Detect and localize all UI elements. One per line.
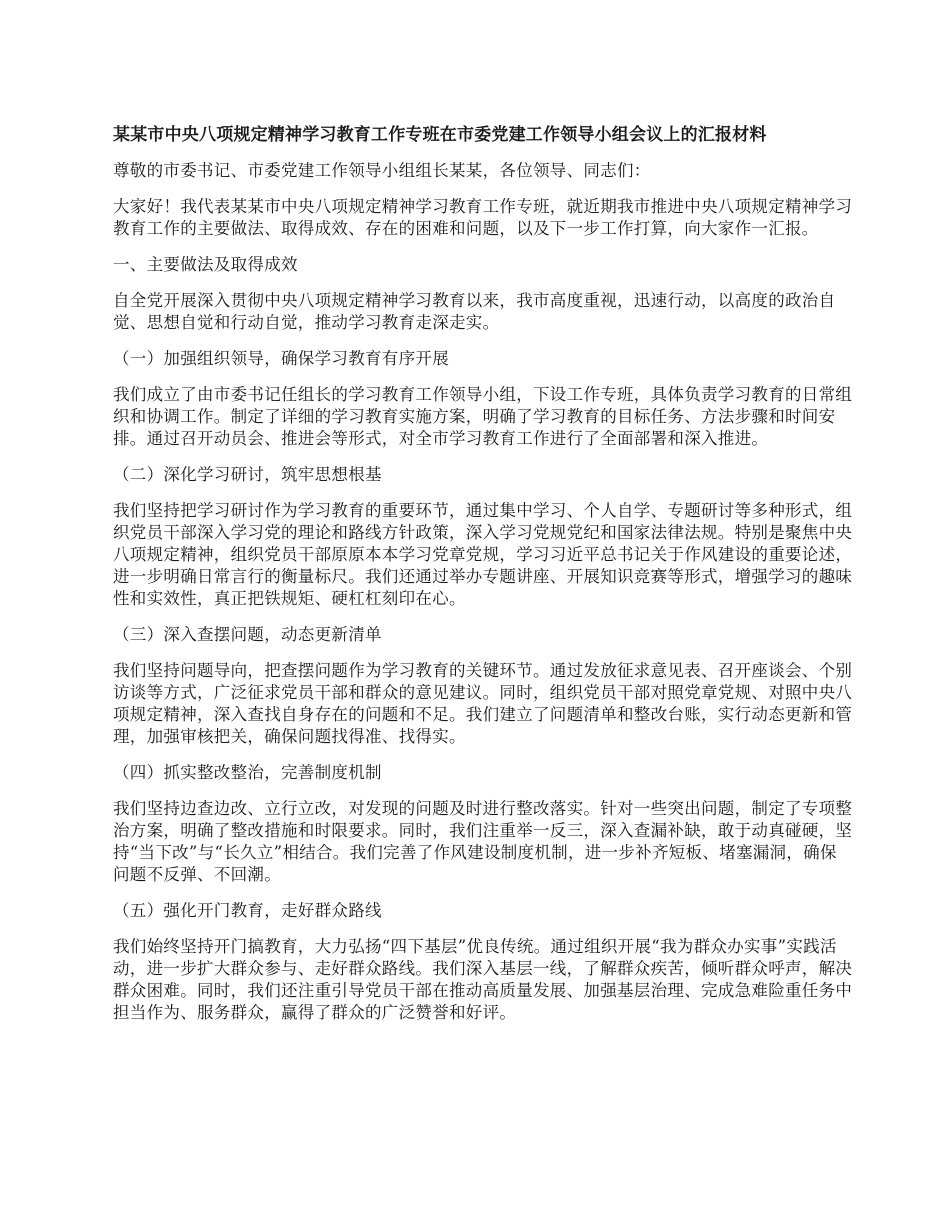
subsection-heading-1: （一）加强组织领导，确保学习教育有序开展: [113, 349, 449, 368]
section-intro-paragraph: 自全党开展深入贯彻中央八项规定精神学习教育以来，我市高度重视，迅速行动，以高度的政治自觉、思想自觉和行动自觉，推动学习教育走深走实。: [113, 291, 836, 332]
subsection-heading-5: （五）强化开门教育，走好群众路线: [113, 901, 382, 920]
document-title: 某某市中央八项规定精神学习教育工作专班在市委党建工作领导小组会议上的汇报材料: [113, 125, 767, 145]
section-heading: 一、主要做法及取得成效: [113, 255, 298, 274]
subsection-heading-3: （三）深入查摆问题，动态更新清单: [113, 625, 382, 644]
intro-paragraph: 大家好！我代表某某市中央八项规定精神学习教育工作专班，就近期我市推进中央八项规定精神学习教育工作的主要做法、取得成效、存在的困难和问题，以及下一步工作打算，向大家作一汇报。: [113, 197, 853, 238]
subsection-heading-4: （四）抓实整改整治，完善制度机制: [113, 763, 382, 782]
subsection-body-3: 我们坚持问题导向，把查摆问题作为学习教育的关键环节。通过发放征求意见表、召开座谈会、个别访谈等方式，广泛征求党员干部和群众的意见建议。同时，组织党员干部对照党章党规、对照中央八项规定精神，深入查找自身存在的问题和不足。我们建立了问题清单和整改台账，实行动态更新和管理，加强审核把关，确保问题找得准、找得实。: [113, 661, 853, 746]
salutation: 尊敬的市委书记、市委党建工作领导小组组长某某，各位领导、同志们：: [113, 161, 651, 180]
subsection-body-5: 我们始终坚持开门搞教育，大力弘扬“四下基层”优良传统。通过组织开展“我为群众办实事”实践活动，进一步扩大群众参与、走好群众路线。我们深入基层一线，了解群众疾苦，倾听群众呼声，解决群众困难。同时，我们还注重引导党员干部在推动高质量发展、加强基层治理、完成急难险重任务中担当作为、服务群众，赢得了群众的广泛赞誉和好评。: [113, 937, 853, 1022]
subsection-body-1: 我们成立了由市委书记任组长的学习教育工作领导小组，下设工作专班，具体负责学习教育的日常组织和协调工作。制定了详细的学习教育实施方案，明确了学习教育的目标任务、方法步骤和时间安排。通过召开动员会、推进会等形式，对全市学习教育工作进行了全面部署和深入推进。: [113, 385, 853, 448]
subsection-body-2: 我们坚持把学习研讨作为学习教育的重要环节，通过集中学习、个人自学、专题研讨等多种形式，组织党员干部深入学习党的理论和路线方针政策，深入学习党规党纪和国家法律法规。特别是聚焦中央八项规定精神，组织党员干部原原本本学习党章党规，学习习近平总书记关于作风建设的重要论述，进一步明确日常言行的衡量标尺。我们还通过举办专题讲座、开展知识竞赛等形式，增强学习的趣味性和实效性，真正把铁规矩、硬杠杠刻印在心。: [113, 501, 853, 608]
subsection-heading-2: （二）深化学习研讨，筑牢思想根基: [113, 465, 382, 484]
subsection-body-4: 我们坚持边查边改、立行立改，对发现的问题及时进行整改落实。针对一些突出问题，制定了专项整治方案，明确了整改措施和时限要求。同时，我们注重举一反三，深入查漏补缺，敢于动真碰硬，坚持“当下改”与“长久立”相结合。我们完善了作风建设制度机制，进一步补齐短板、堵塞漏洞，确保问题不反弹、不回潮。: [113, 799, 853, 884]
document-page: [113, 124, 853, 1038]
